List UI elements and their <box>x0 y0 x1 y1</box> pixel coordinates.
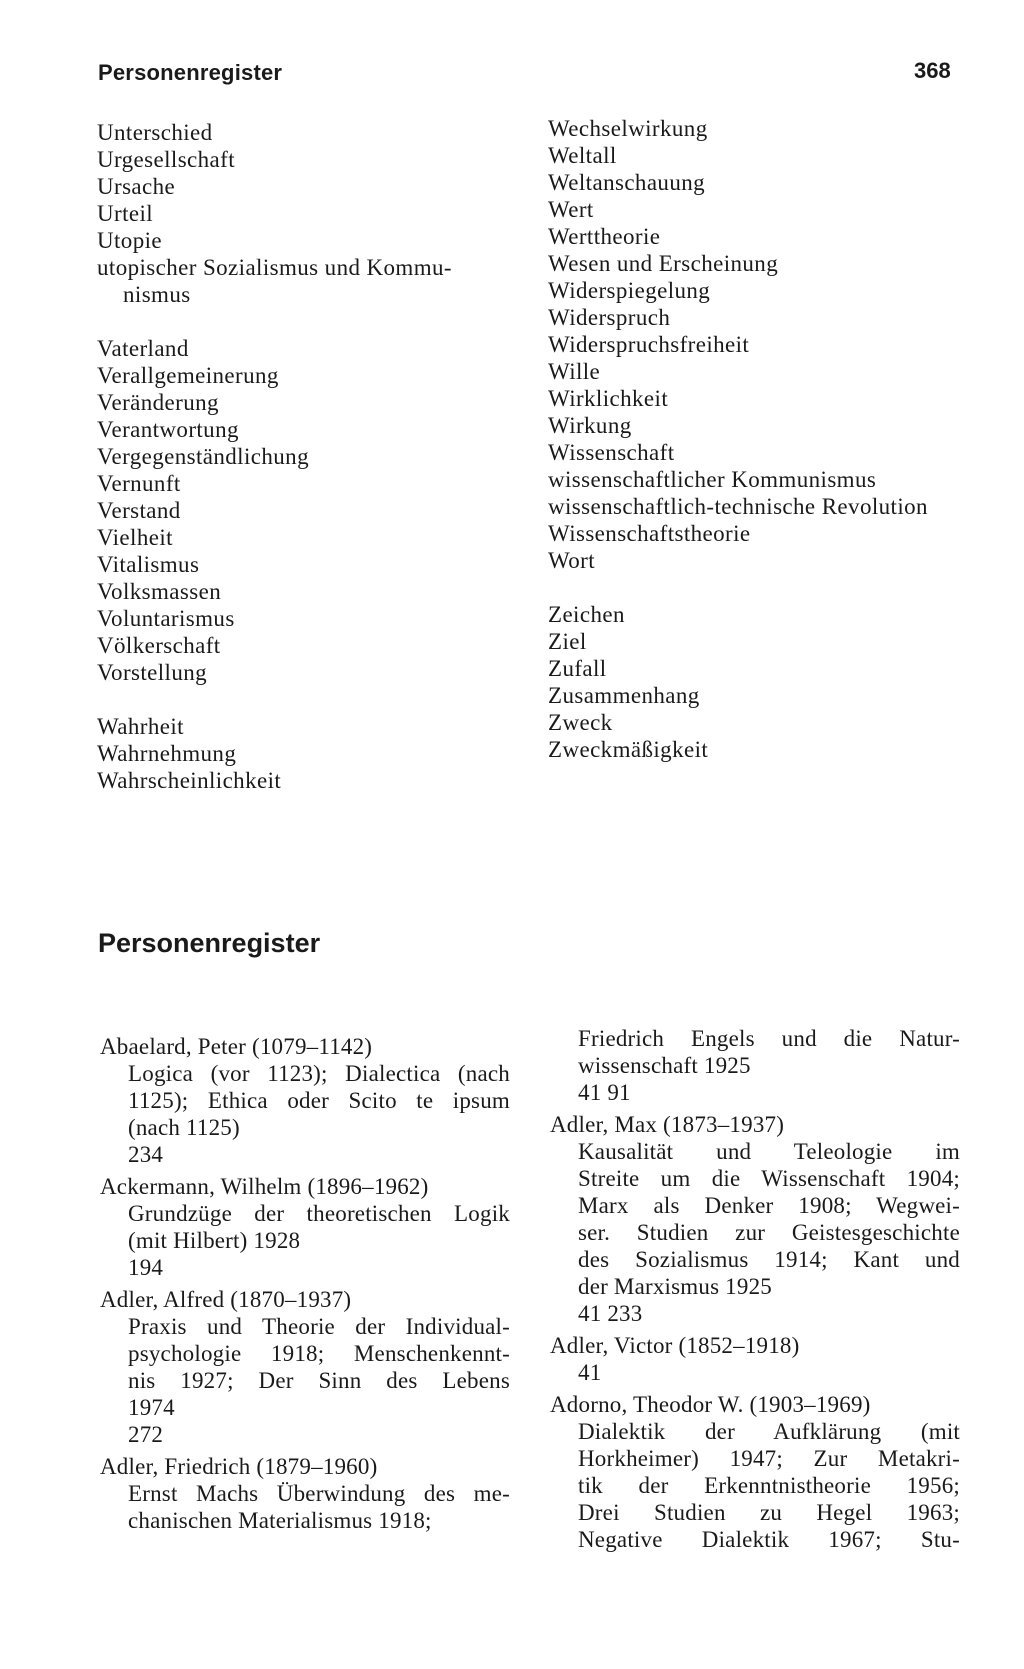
person-index-left-column <box>100 1033 510 1539</box>
works-line: Dialektik der Aufklärung (mit <box>578 1419 960 1444</box>
subject-entry: Wesen und Erscheinung <box>548 251 779 276</box>
subject-entry: Wahrheit <box>97 714 184 739</box>
works-line: Streite um die Wissenschaft 1904; <box>578 1166 960 1191</box>
subject-index-left-column <box>97 119 517 794</box>
person-entry <box>550 1391 960 1553</box>
person-name: Adler, Max (1873–1937) <box>550 1112 785 1137</box>
person-entry <box>550 1111 960 1327</box>
subject-entry: Zufall <box>548 656 607 681</box>
works-line: 1974 <box>128 1395 175 1420</box>
works-line: Kausalität und Teleologie im <box>578 1139 960 1164</box>
subject-entry: wissenschaftlicher Kommunismus <box>548 467 877 492</box>
subject-entry: Vorstellung <box>97 660 208 685</box>
subject-entry: Vitalismus <box>97 552 200 577</box>
subject-entry: Wort <box>548 548 596 573</box>
page-references: 194 <box>128 1255 164 1280</box>
page-references: 272 <box>128 1422 164 1447</box>
person-entry <box>100 1453 510 1534</box>
person-works <box>550 1025 960 1079</box>
subject-entry: Wissenschaft <box>548 440 675 465</box>
subject-entry: Widerspiegelung <box>548 278 711 303</box>
works-line: wissenschaft 1925 <box>578 1053 751 1078</box>
page-references: 41 233 <box>578 1301 643 1326</box>
subject-entry: Verstand <box>97 498 181 523</box>
person-name: Adler, Victor (1852–1918) <box>550 1333 800 1358</box>
person-entry <box>550 1332 960 1386</box>
subject-entry: Urteil <box>97 201 154 226</box>
works-line: Praxis und Theorie der Individual- <box>128 1314 510 1339</box>
subject-entry: Vielheit <box>97 525 173 550</box>
subject-entry: Wille <box>548 359 601 384</box>
subject-entry: Veränderung <box>97 390 219 415</box>
works-line: Grundzüge der theoretischen Logik <box>128 1201 510 1226</box>
works-line: der Marxismus 1925 <box>578 1274 772 1299</box>
works-line: (nach 1125) <box>128 1115 240 1140</box>
subject-entry: Werttheorie <box>548 224 661 249</box>
works-line: Ernst Machs Überwindung des me- <box>128 1481 510 1506</box>
works-line: Friedrich Engels und die Natur- <box>578 1026 960 1051</box>
page-references: 41 91 <box>578 1080 631 1105</box>
section-title: Personenregister <box>98 928 321 958</box>
person-entry <box>550 1025 960 1106</box>
subject-entry: Vergegenständlichung <box>97 444 309 469</box>
works-line: chanischen Materialismus 1918; <box>128 1508 432 1533</box>
subject-entry: Wahrscheinlichkeit <box>97 768 282 793</box>
page-references: 234 <box>128 1142 164 1167</box>
works-line: ser. Studien zur Geistesgeschichte <box>578 1220 960 1245</box>
subject-entry: Utopie <box>97 228 162 253</box>
subject-entry: Wirkung <box>548 413 632 438</box>
subject-entry: nismus <box>123 282 191 307</box>
person-works <box>100 1313 510 1421</box>
works-line: Drei Studien zu Hegel 1963; <box>578 1500 960 1525</box>
subject-entry: Unterschied <box>97 120 213 145</box>
person-name: Adler, Alfred (1870–1937) <box>100 1287 352 1312</box>
page-references: 41 <box>578 1360 602 1385</box>
person-works <box>100 1200 510 1254</box>
running-head: Personenregister <box>98 60 283 85</box>
person-index-right-column <box>550 1025 960 1558</box>
index-gap <box>97 308 517 335</box>
page-number: 368 <box>914 58 951 83</box>
subject-entry: Völkerschaft <box>97 633 221 658</box>
person-name: Adorno, Theodor W. (1903–1969) <box>550 1392 871 1417</box>
works-line: des Sozialismus 1914; Kant und <box>578 1247 960 1272</box>
person-works <box>100 1060 510 1141</box>
subject-entry: Weltanschauung <box>548 170 706 195</box>
subject-index-right-column <box>548 115 988 763</box>
person-entry <box>100 1286 510 1448</box>
index-gap <box>97 686 517 713</box>
works-line: nis 1927; Der Sinn des Lebens <box>128 1368 510 1393</box>
person-entry <box>100 1033 510 1168</box>
subject-entry: Wechselwirkung <box>548 116 708 141</box>
person-name: Abaelard, Peter (1079–1142) <box>100 1034 373 1059</box>
works-line: tik der Erkenntnistheorie 1956; <box>578 1473 960 1498</box>
subject-entry: Vernunft <box>97 471 181 496</box>
subject-entry: Zweck <box>548 710 613 735</box>
subject-entry: Zusammenhang <box>548 683 700 708</box>
subject-entry: Wert <box>548 197 594 222</box>
subject-entry: Ursache <box>97 174 176 199</box>
subject-entry: utopischer Sozialismus und Kommu- <box>97 255 452 280</box>
works-line: Logica (vor 1123); Dialectica (nach <box>128 1061 510 1086</box>
works-line: (mit Hilbert) 1928 <box>128 1228 301 1253</box>
works-line: Marx als Denker 1908; Wegwei- <box>578 1193 960 1218</box>
works-line: 1125); Ethica oder Scito te ipsum <box>128 1088 510 1113</box>
subject-entry: Weltall <box>548 143 617 168</box>
person-name: Ackermann, Wilhelm (1896–1962) <box>100 1174 429 1199</box>
subject-entry: wissenschaftlich-technische Revolution <box>548 494 928 519</box>
subject-entry: Zweckmäßigkeit <box>548 737 709 762</box>
works-line: Horkheimer) 1947; Zur Metakri- <box>578 1446 960 1471</box>
subject-entry: Volksmassen <box>97 579 222 604</box>
person-works <box>100 1480 510 1534</box>
person-works <box>550 1138 960 1300</box>
subject-entry: Wirklichkeit <box>548 386 669 411</box>
subject-entry: Voluntarismus <box>97 606 235 631</box>
works-line: psychologie 1918; Menschenkennt- <box>128 1341 510 1366</box>
index-gap <box>548 574 988 601</box>
subject-entry: Urgesellschaft <box>97 147 236 172</box>
works-line: Negative Dialektik 1967; Stu- <box>578 1527 960 1552</box>
subject-entry: Widerspruchsfreiheit <box>548 332 750 357</box>
subject-entry: Zeichen <box>548 602 625 627</box>
person-name: Adler, Friedrich (1879–1960) <box>100 1454 378 1479</box>
person-works <box>550 1418 960 1553</box>
subject-entry: Vaterland <box>97 336 189 361</box>
subject-entry: Ziel <box>548 629 587 654</box>
subject-entry: Wissenschaftstheorie <box>548 521 751 546</box>
subject-entry: Wahrnehmung <box>97 741 237 766</box>
subject-entry: Widerspruch <box>548 305 671 330</box>
subject-entry: Verallgemeinerung <box>97 363 279 388</box>
subject-entry: Verantwortung <box>97 417 239 442</box>
person-entry <box>100 1173 510 1281</box>
